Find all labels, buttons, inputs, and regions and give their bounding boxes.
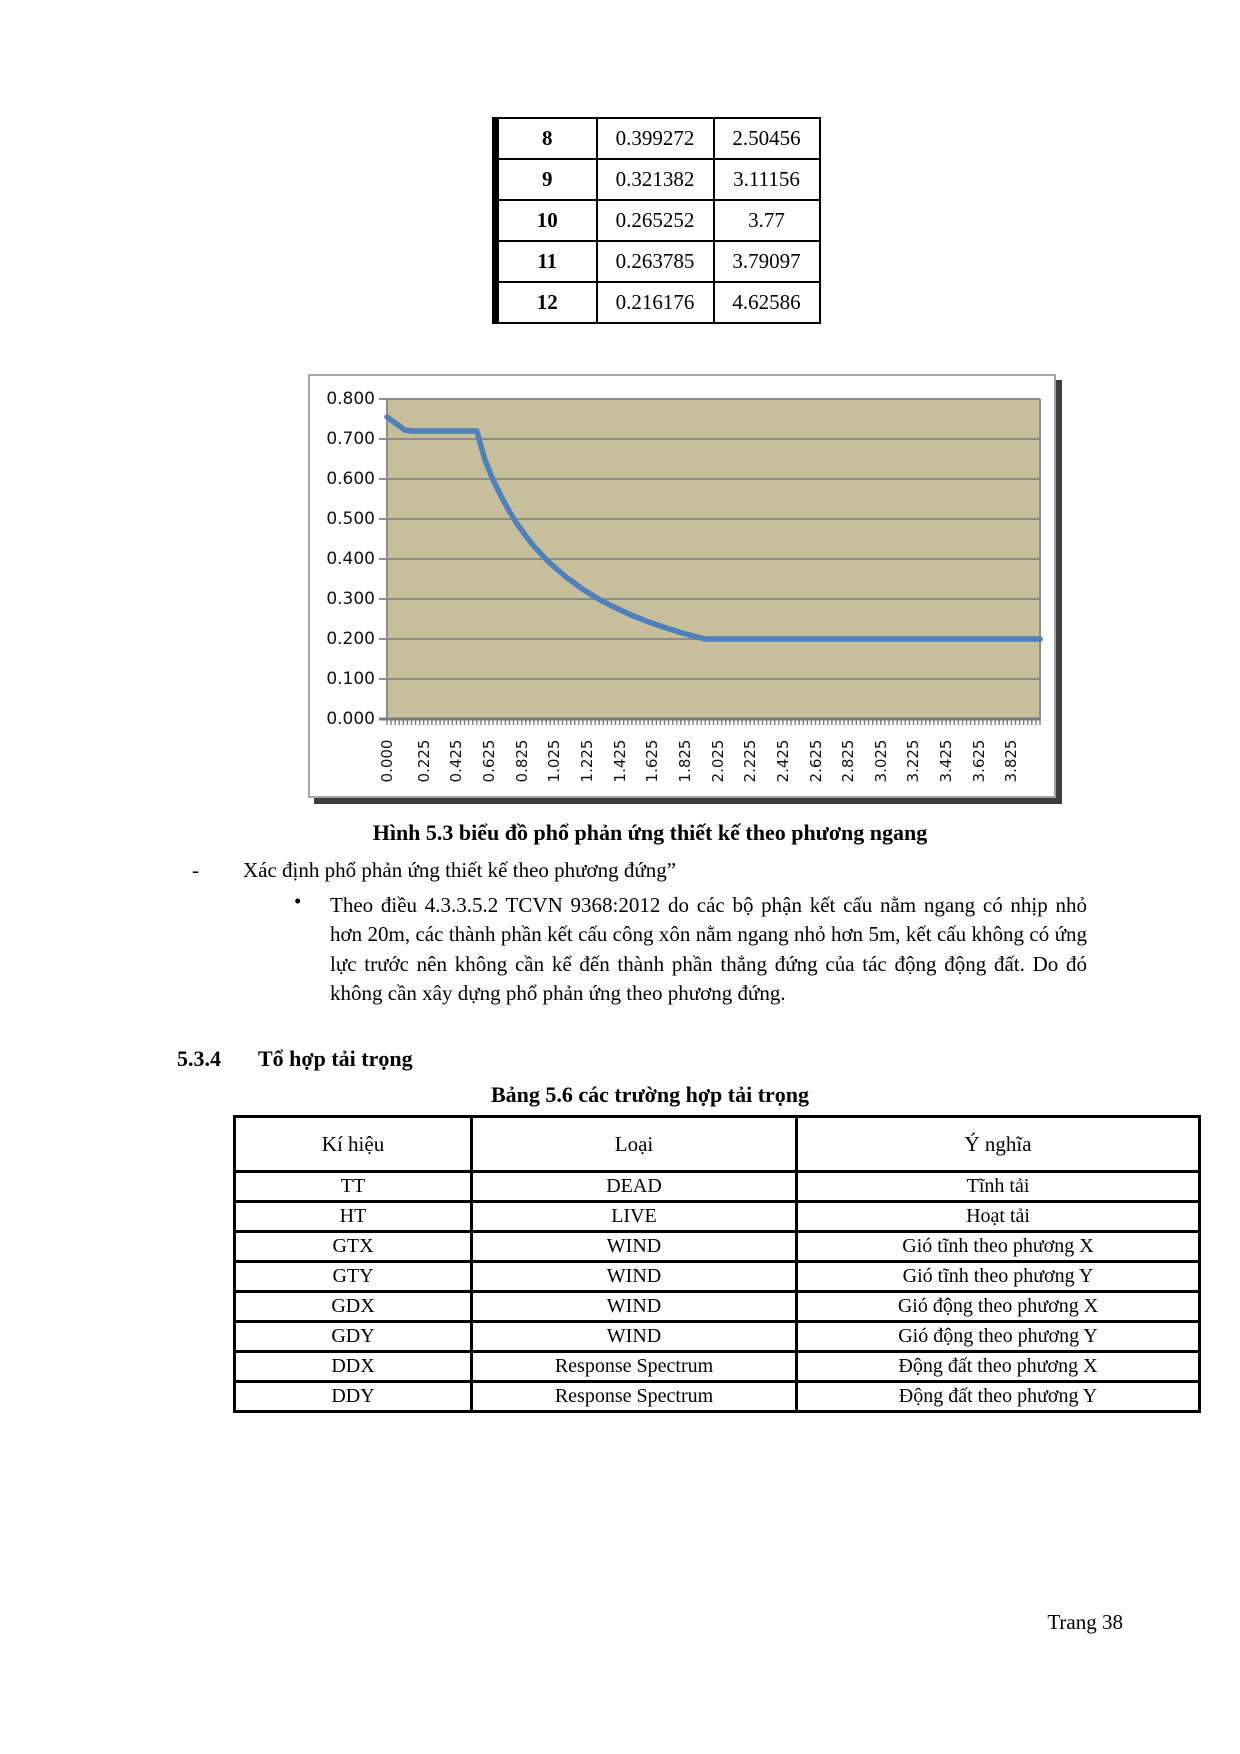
load-table-cell: WIND bbox=[472, 1322, 797, 1352]
load-table-cell: TT bbox=[235, 1172, 472, 1202]
load-table-row bbox=[235, 1382, 1200, 1412]
spectrum-table-row bbox=[496, 159, 820, 200]
section-number: 5.3.4 bbox=[177, 1046, 221, 1071]
bullet-list-item: Theo điều 4.3.3.5.2 TCVN 9368:2012 do các bộ phận kết cấu nằm ngang có nhịp nhỏ hơn 20m, các thành phần kết cấu công xôn nằm ngang nhỏ hơn 5m, kết cấu không có ứng lực trước nên không cần kể đến thành phần thẳng đứng của tác động động đất. Do đó không cần xây dựng phổ phản ứng theo phương đứng. bbox=[330, 893, 1087, 1006]
x-axis-tick-label: 0.425 bbox=[447, 739, 466, 783]
load-cases-table bbox=[233, 1115, 1201, 1413]
spectrum-value-cell: 0.399272 bbox=[597, 118, 714, 159]
load-table-row bbox=[235, 1352, 1200, 1382]
load-table-cell: Tĩnh tải bbox=[797, 1172, 1200, 1202]
x-axis-tick-label: 1.225 bbox=[577, 739, 596, 783]
y-axis-tick-label: 0.000 bbox=[326, 709, 375, 729]
mode-number-cell: 9 bbox=[496, 159, 597, 200]
load-table-cell: GDY bbox=[235, 1322, 472, 1352]
spectrum-value-cell: 0.265252 bbox=[597, 200, 714, 241]
load-table-cell: Động đất theo phương Y bbox=[797, 1382, 1200, 1412]
x-axis-tick-label: 1.425 bbox=[610, 739, 629, 783]
spectrum-chart bbox=[308, 374, 1056, 798]
load-cases-header-row bbox=[235, 1117, 1200, 1172]
load-table-cell: GTX bbox=[235, 1232, 472, 1262]
spectrum-value-cell: 2.50456 bbox=[714, 118, 820, 159]
mode-number-cell: 8 bbox=[496, 118, 597, 159]
spectrum-value-cell: 0.321382 bbox=[597, 159, 714, 200]
x-axis-tick-label: 0.225 bbox=[414, 739, 433, 783]
spectrum-value-cell: 0.216176 bbox=[597, 282, 714, 323]
load-table-row bbox=[235, 1262, 1200, 1292]
x-axis-tick-label: 2.825 bbox=[839, 739, 858, 783]
mode-number-cell: 11 bbox=[496, 241, 597, 282]
load-table-caption: Bảng 5.6 các trường hợp tải trọng bbox=[490, 1082, 810, 1107]
x-axis-tick-label: 1.825 bbox=[675, 739, 694, 783]
spectrum-value-cell: 3.79097 bbox=[714, 241, 820, 282]
y-axis-tick-label: 0.200 bbox=[326, 629, 375, 649]
load-table-row bbox=[235, 1202, 1200, 1232]
load-table-cell: Gió động theo phương Y bbox=[797, 1322, 1200, 1352]
load-table-cell: Động đất theo phương X bbox=[797, 1352, 1200, 1382]
x-axis-tick-label: 2.625 bbox=[806, 739, 825, 783]
x-axis-tick-label: 0.825 bbox=[512, 739, 531, 783]
load-table-row bbox=[235, 1172, 1200, 1202]
load-table-cell: Gió tĩnh theo phương X bbox=[797, 1232, 1200, 1262]
x-axis-tick-label: 1.625 bbox=[643, 739, 662, 783]
load-table-header-cell: Ý nghĩa bbox=[797, 1117, 1200, 1172]
dash-list-marker: - bbox=[192, 858, 199, 882]
y-axis-tick-label: 0.800 bbox=[326, 389, 375, 409]
spectrum-values-table bbox=[492, 117, 821, 324]
page-number: Trang 38 bbox=[1047, 1610, 1123, 1634]
dash-list-item: Xác định phổ phản ứng thiết kế theo phương đứng” bbox=[243, 858, 677, 882]
mode-number-cell: 12 bbox=[496, 282, 597, 323]
x-axis-tick-label: 3.025 bbox=[871, 739, 890, 783]
load-cases-table-body bbox=[235, 1172, 1200, 1412]
load-table-cell: HT bbox=[235, 1202, 472, 1232]
x-axis-tick-label: 3.825 bbox=[1002, 739, 1021, 783]
spectrum-table-row bbox=[496, 282, 820, 323]
load-table-row bbox=[235, 1232, 1200, 1262]
y-axis-tick-label: 0.600 bbox=[326, 469, 375, 489]
load-cases-table-head bbox=[235, 1117, 1200, 1172]
load-table-cell: Hoạt tải bbox=[797, 1202, 1200, 1232]
load-table-cell: DDY bbox=[235, 1382, 472, 1412]
load-table-cell: DEAD bbox=[472, 1172, 797, 1202]
load-table-cell: DDX bbox=[235, 1352, 472, 1382]
x-axis-tick-label: 3.625 bbox=[969, 739, 988, 783]
spectrum-table-row bbox=[496, 118, 820, 159]
spectrum-value-cell: 3.77 bbox=[714, 200, 820, 241]
figure-caption: Hình 5.3 biểu đồ phổ phản ứng thiết kế theo phương ngang bbox=[372, 820, 928, 845]
load-table-cell: Gió tĩnh theo phương Y bbox=[797, 1262, 1200, 1292]
load-table-header-cell: Loại bbox=[472, 1117, 797, 1172]
load-table-row bbox=[235, 1322, 1200, 1352]
x-axis-tick-label: 2.425 bbox=[773, 739, 792, 783]
x-axis-tick-label: 0.000 bbox=[378, 739, 396, 783]
load-table-cell: Gió động theo phương X bbox=[797, 1292, 1200, 1322]
spectrum-chart-canvas bbox=[310, 376, 1054, 796]
bullet-icon: • bbox=[294, 889, 302, 913]
y-axis-tick-label: 0.500 bbox=[326, 509, 375, 529]
load-table-cell: WIND bbox=[472, 1232, 797, 1262]
mode-number-cell: 10 bbox=[496, 200, 597, 241]
section-title: Tổ hợp tải trọng bbox=[258, 1046, 413, 1071]
load-table-row bbox=[235, 1292, 1200, 1322]
load-table-cell: GTY bbox=[235, 1262, 472, 1292]
load-table-cell: GDX bbox=[235, 1292, 472, 1322]
x-axis-tick-label: 1.025 bbox=[545, 739, 564, 783]
spectrum-table-row bbox=[496, 241, 820, 282]
x-axis-tick-label: 3.425 bbox=[937, 739, 956, 783]
x-axis-tick-label: 2.025 bbox=[708, 739, 727, 783]
load-table-cell: WIND bbox=[472, 1262, 797, 1292]
load-table-header-cell: Kí hiệu bbox=[235, 1117, 472, 1172]
spectrum-table-row bbox=[496, 200, 820, 241]
x-axis-tick-label: 0.625 bbox=[480, 739, 499, 783]
x-axis-tick-label: 2.225 bbox=[741, 739, 760, 783]
y-axis-tick-label: 0.700 bbox=[326, 429, 375, 449]
load-table-cell: WIND bbox=[472, 1292, 797, 1322]
spectrum-value-cell: 4.62586 bbox=[714, 282, 820, 323]
load-table-cell: Response Spectrum bbox=[472, 1352, 797, 1382]
load-table-cell: LIVE bbox=[472, 1202, 797, 1232]
spectrum-value-cell: 0.263785 bbox=[597, 241, 714, 282]
load-table-cell: Response Spectrum bbox=[472, 1382, 797, 1412]
y-axis-tick-label: 0.400 bbox=[326, 549, 375, 569]
spectrum-value-cell: 3.11156 bbox=[714, 159, 820, 200]
y-axis-tick-label: 0.100 bbox=[326, 669, 375, 689]
x-axis-tick-label: 3.225 bbox=[904, 739, 923, 783]
y-axis-tick-label: 0.300 bbox=[326, 589, 375, 609]
spectrum-values-table-body bbox=[496, 118, 820, 323]
